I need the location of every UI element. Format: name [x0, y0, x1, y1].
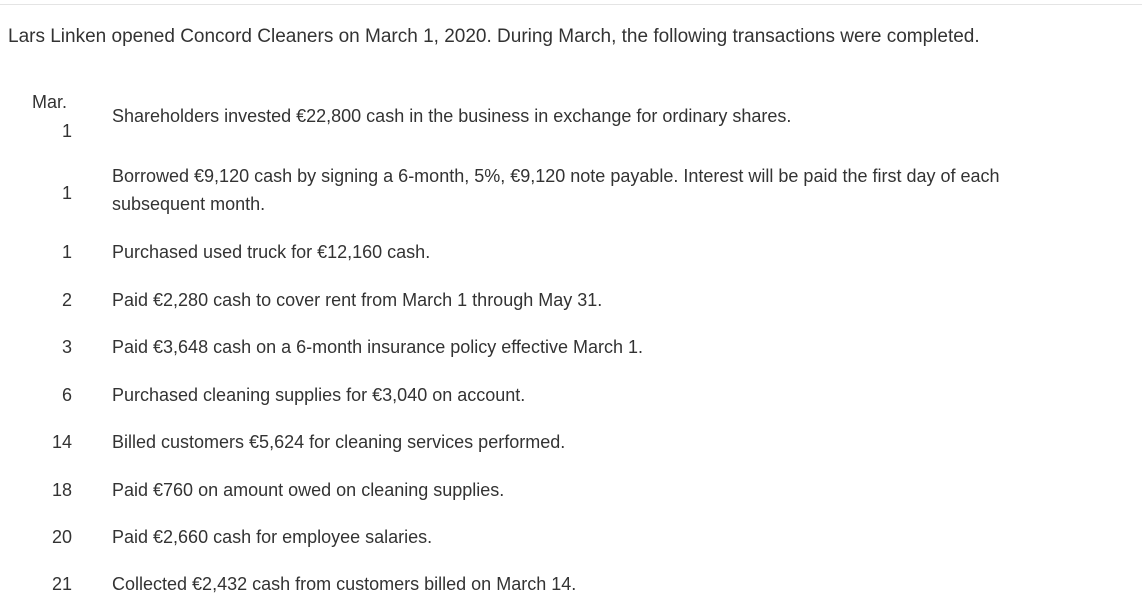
transaction-description: Shareholders invested €22,800 cash in the business in exchange for ordinary shares. — [112, 106, 792, 126]
transaction-description: Purchased used truck for €12,160 cash. — [112, 242, 431, 262]
month-label: Mar. — [32, 92, 68, 112]
transaction-day: 21 — [51, 574, 72, 594]
transaction-description: Paid €3,648 cash on a 6-month insurance policy effective March 1. — [112, 337, 643, 357]
transaction-description: Purchased cleaning supplies for €3,040 on account. — [112, 385, 526, 405]
transaction-day: 1 — [61, 242, 72, 262]
transaction-day: 1 — [61, 121, 72, 141]
transaction-day: 2 — [61, 290, 72, 310]
transaction-description: Collected €2,432 cash from customers billed on March 14. — [112, 574, 577, 594]
top-divider — [0, 4, 1142, 5]
transaction-description: Borrowed €9,120 cash by signing a 6-month, 5%, €9,120 note payable. Interest will be paid the first day of each subsequent month. — [112, 166, 1000, 214]
transaction-description: Billed customers €5,624 for cleaning services performed. — [112, 432, 566, 452]
transaction-day: 6 — [61, 385, 72, 405]
transaction-description: Paid €2,660 cash for employee salaries. — [112, 527, 433, 547]
transaction-day: 3 — [61, 337, 72, 357]
transaction-day: 1 — [61, 183, 72, 203]
transaction-description: Paid €2,280 cash to cover rent from March 1 through May 31. — [112, 290, 603, 310]
transaction-day: 18 — [51, 480, 72, 500]
transaction-day: 20 — [51, 527, 72, 547]
transaction-description: Paid €760 on amount owed on cleaning supplies. — [112, 480, 505, 500]
problem-intro: Lars Linken opened Concord Cleaners on March 1, 2020. During March, the following transactions were completed. — [8, 26, 980, 47]
transaction-day: 14 — [51, 432, 72, 452]
